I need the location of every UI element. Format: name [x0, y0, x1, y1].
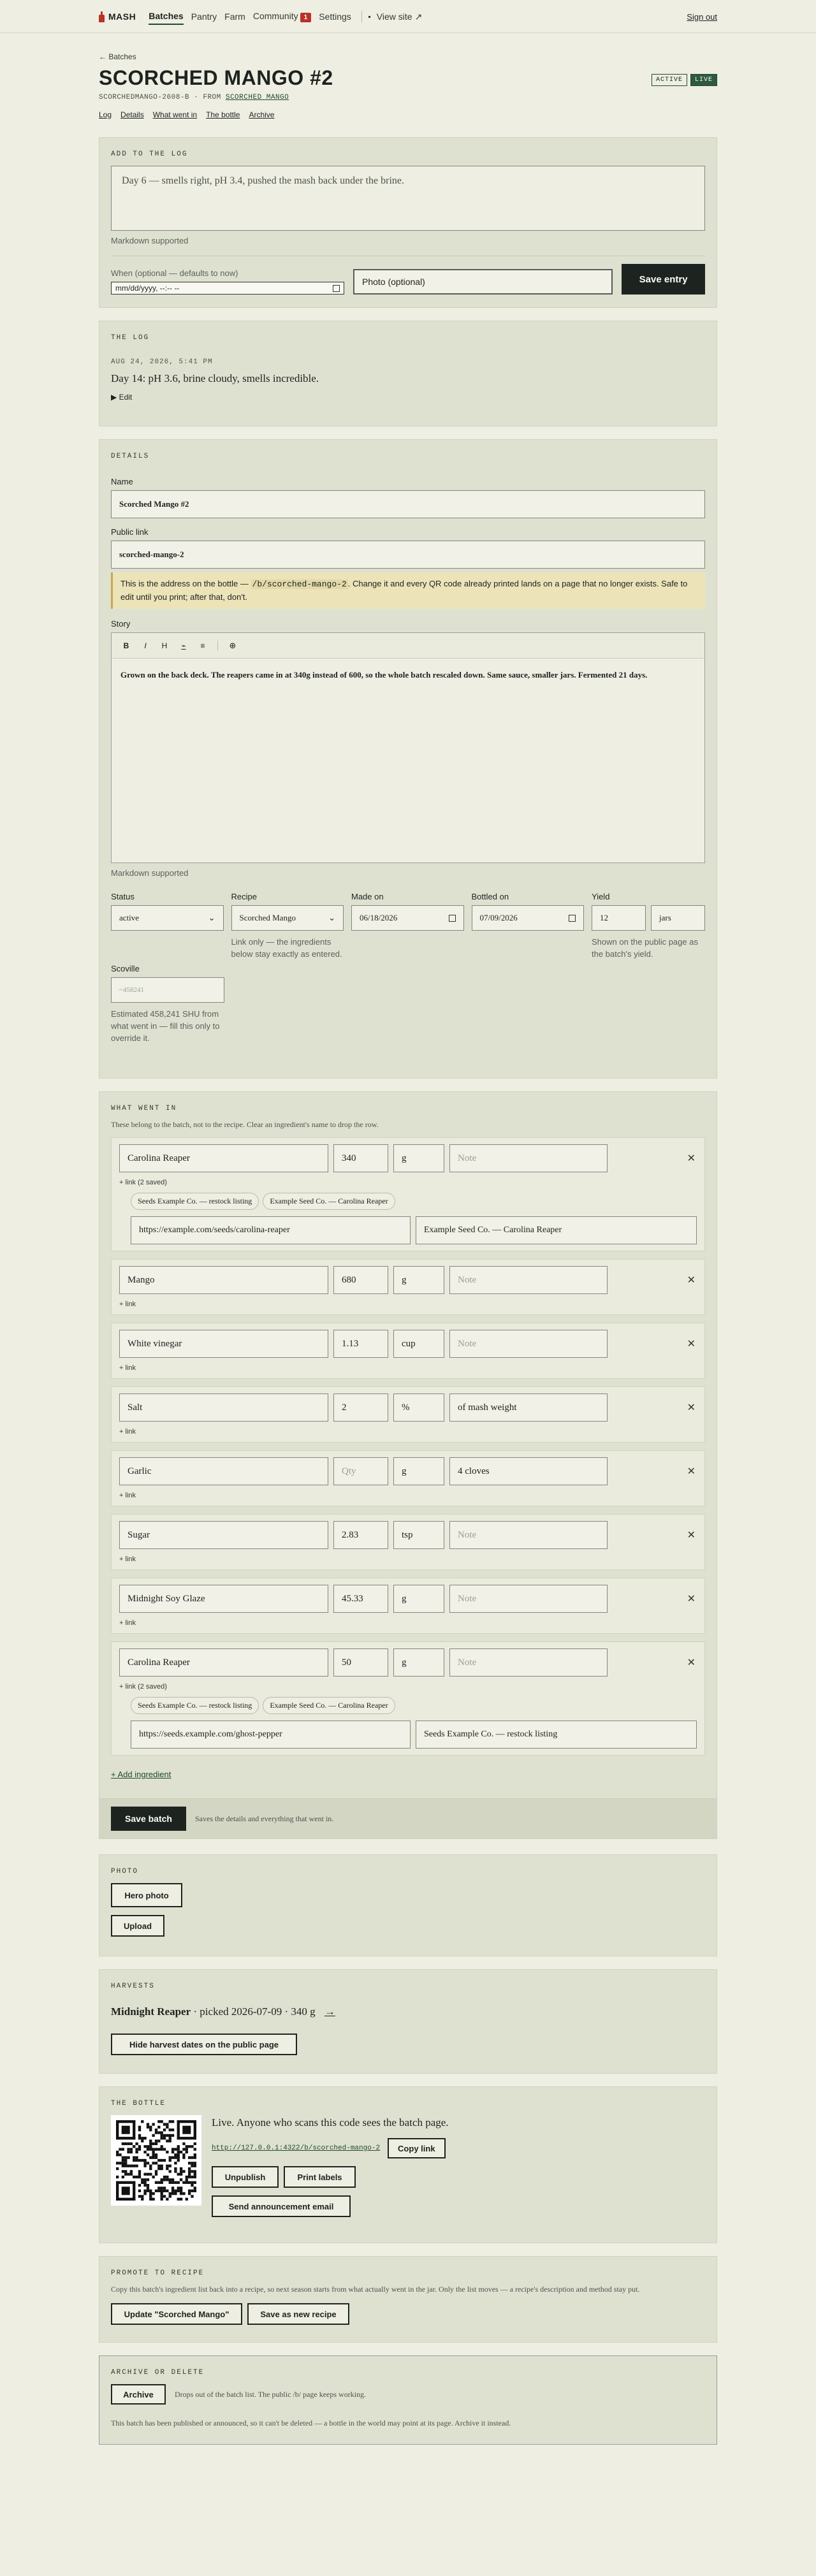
ingredient-note-input[interactable]: Note — [449, 1648, 608, 1677]
ingredient-note-input[interactable]: Note — [449, 1330, 608, 1358]
when-datetime-input[interactable] — [111, 282, 344, 295]
page-title: SCORCHED MANGO #2 — [99, 66, 333, 89]
calendar-icon[interactable] — [449, 915, 456, 922]
nav-community-label: Community — [252, 11, 298, 21]
back-to-batches-link[interactable]: ← Batches — [99, 52, 136, 61]
ingredient-row — [111, 1450, 705, 1506]
story-textarea[interactable]: Grown on the back deck. The reapers came in at 340g instead of 600, so the whole batch rescaled down. Same sauce, smaller jars. Fermented 21 days. — [112, 659, 704, 862]
status-badge-active: ACTIVE — [652, 74, 687, 86]
add-log-card — [99, 137, 717, 308]
log-entry-timestamp: AUG 24, 2026, 5:41 PM — [111, 358, 213, 366]
sign-out-link[interactable]: Sign out — [687, 11, 717, 22]
ingredient-unit-input[interactable]: % — [393, 1394, 444, 1422]
story-editor — [111, 632, 705, 863]
story-markdown-hint: Markdown supported — [111, 868, 189, 878]
public-link-label: Public link — [111, 527, 149, 537]
ingredient-unit-input[interactable]: g — [393, 1585, 444, 1613]
saved-link-chip[interactable]: Example Seed Co. — Carolina Reaper — [263, 1193, 395, 1210]
archive-card — [99, 2355, 717, 2445]
ingredient-note-input[interactable]: Note — [449, 1585, 608, 1613]
ingredient-link-label-input[interactable]: Example Seed Co. — Carolina Reaper — [416, 1216, 697, 1244]
ingredient-link-toggle[interactable]: + link — [119, 1619, 136, 1627]
archive-button[interactable]: Archive — [111, 2384, 166, 2405]
promote-heading: PROMOTE TO RECIPE — [111, 2269, 205, 2277]
ingredients-heading: WHAT WENT IN — [111, 1105, 177, 1112]
batch-code-line — [99, 94, 717, 101]
ingredient-name-input[interactable]: Sugar — [119, 1521, 328, 1549]
ingredient-unit-input[interactable]: g — [393, 1648, 444, 1677]
ingredient-row — [111, 1514, 705, 1570]
bottled-on-label: Bottled on — [471, 892, 509, 901]
ingredient-link-toggle[interactable]: + link — [119, 1300, 136, 1308]
recipe-hint: Link only — the ingredients below stay exactly as entered. — [231, 937, 342, 959]
ingredient-link-url-input[interactable]: https://seeds.example.com/ghost-pepper — [131, 1721, 411, 1749]
brand[interactable] — [99, 11, 136, 22]
public-link-input[interactable]: scorched-mango-2 — [111, 541, 705, 569]
details-heading: DETAILS — [111, 453, 150, 460]
log-heading: THE LOG — [111, 334, 150, 342]
name-label: Name — [111, 477, 133, 486]
ingredients-card — [99, 1091, 717, 1839]
bottle-status-text: Live. Anyone who scans this code sees the batch page. — [212, 2116, 449, 2128]
ingredient-row — [111, 1386, 705, 1443]
ingredient-qty-input[interactable]: Qty — [333, 1457, 388, 1485]
recipe-value: Scorched Mango — [239, 913, 296, 922]
ingredient-row — [111, 1259, 705, 1315]
ingredient-unit-input[interactable]: g — [393, 1266, 444, 1294]
ingredient-name-input[interactable]: White vinegar — [119, 1330, 328, 1358]
save-batch-hint: Saves the details and everything that went in. — [195, 1814, 334, 1823]
ingredient-note-input[interactable]: Note — [449, 1144, 608, 1172]
when-placeholder: mm/dd/yyyy, --:-- -- — [115, 284, 180, 293]
nav-community[interactable] — [253, 8, 311, 25]
bullet-icon — [368, 16, 370, 18]
ingredient-row — [111, 1323, 705, 1379]
harvests-card — [99, 1969, 717, 2074]
log-entry-textarea[interactable]: Day 6 — smells right, pH 3.4, pushed the mash back under the brine. — [111, 166, 705, 231]
saved-links — [119, 1697, 697, 1714]
made-on-value: 06/18/2026 — [360, 913, 398, 922]
nav-pantry[interactable]: Pantry — [191, 11, 217, 22]
recipe-label: Recipe — [231, 892, 257, 901]
made-on-input[interactable] — [351, 905, 464, 931]
details-card — [99, 439, 717, 1079]
italic-button[interactable]: I — [144, 641, 147, 650]
view-site-link[interactable]: View site ↗ — [376, 11, 423, 22]
brand-name: MASH — [108, 11, 136, 22]
remove-ingredient-icon[interactable]: ✕ — [687, 1466, 696, 1477]
ingredient-qty-input[interactable]: 680 — [333, 1266, 388, 1294]
ingredient-note-input[interactable]: Note — [449, 1521, 608, 1549]
ingredient-qty-input[interactable]: 2 — [333, 1394, 388, 1422]
remove-ingredient-icon[interactable]: ✕ — [687, 1275, 696, 1286]
bottled-on-value: 07/09/2026 — [479, 913, 518, 922]
ingredient-row — [111, 1137, 705, 1251]
save-entry-button[interactable]: Save entry — [622, 264, 705, 295]
public-link-warning — [111, 572, 705, 609]
scoville-label: Scoville — [111, 964, 140, 973]
name-input[interactable]: Scorched Mango #2 — [111, 490, 705, 518]
story-toolbar — [112, 633, 704, 659]
print-labels-button[interactable]: Print labels — [284, 2166, 356, 2188]
unpublish-button[interactable]: Unpublish — [212, 2166, 279, 2188]
saved-link-chip[interactable]: Seeds Example Co. — restock listing — [131, 1193, 259, 1210]
ingredients-hint: These belong to the batch, not to the recipe. Clear an ingredient's name to drop the row. — [111, 1120, 379, 1129]
ingredient-unit-input[interactable]: cup — [393, 1330, 444, 1358]
nav-batches[interactable]: Batches — [149, 8, 183, 25]
ingredient-name-input[interactable]: Mango — [119, 1266, 328, 1294]
ingredient-list — [111, 1137, 705, 1756]
nav-farm[interactable]: Farm — [224, 11, 245, 22]
log-entry-text: Day 14: pH 3.6, brine cloudy, smells incredible. — [111, 372, 319, 384]
calendar-icon[interactable] — [569, 915, 576, 922]
anchor-what-went-in[interactable]: What went in — [152, 110, 198, 119]
remove-ingredient-icon[interactable]: ✕ — [687, 1339, 696, 1350]
archive-heading: ARCHIVE OR DELETE — [111, 2369, 205, 2376]
story-label: Story — [111, 619, 131, 629]
anchor-archive[interactable]: Archive — [249, 110, 275, 119]
remove-ingredient-icon[interactable]: ✕ — [687, 1657, 696, 1668]
warning-path: /b/scorched-mango-2 — [252, 579, 347, 589]
bottled-on-input[interactable] — [472, 905, 585, 931]
insert-image-button[interactable]: ⊕ — [229, 640, 237, 650]
toolbar-divider — [217, 641, 218, 651]
archive-note: This batch has been published or announced, so it can't be deleted — a bottle in the world may point at its page. Archive it instead. — [111, 2419, 511, 2427]
ingredient-qty-input[interactable]: 340 — [333, 1144, 388, 1172]
made-on-label: Made on — [351, 892, 384, 901]
ingredient-name-input[interactable]: Salt — [119, 1394, 328, 1422]
save-as-new-recipe-button[interactable]: Save as new recipe — [247, 2303, 349, 2325]
ingredient-link-toggle[interactable]: + link — [119, 1364, 136, 1372]
remove-ingredient-icon[interactable]: ✕ — [687, 1153, 696, 1164]
link-button[interactable]: ⌁ — [181, 641, 186, 650]
bottle-heading: THE BOTTLE — [111, 2100, 166, 2107]
warning-post: . Change it and every QR code already printed lands on a page that no longer exists. Safe to edit until you print; after that, don't. — [120, 579, 688, 602]
harvest-arrow-link[interactable]: → — [324, 2005, 335, 2018]
update-recipe-button[interactable]: Update "Scorched Mango" — [111, 2303, 242, 2325]
ingredient-link-toggle[interactable]: + link — [119, 1492, 136, 1499]
chevron-down-icon: ⌄ — [208, 913, 215, 922]
copy-link-button[interactable]: Copy link — [388, 2138, 446, 2158]
ingredient-note-input[interactable]: of mash weight — [449, 1394, 608, 1422]
upload-button[interactable]: Upload — [111, 1915, 164, 1937]
status-value: active — [119, 913, 140, 922]
remove-ingredient-icon[interactable]: ✕ — [687, 1402, 696, 1413]
scoville-input[interactable]: ~458241 — [111, 977, 224, 1003]
hero-photo-button[interactable]: Hero photo — [111, 1883, 182, 1907]
ingredient-unit-input[interactable]: g — [393, 1457, 444, 1485]
yield-label: Yield — [592, 892, 610, 901]
harvests-heading: HARVESTS — [111, 1983, 155, 1990]
ingredient-row — [111, 1641, 705, 1756]
ingredient-link-url-input[interactable]: https://example.com/seeds/carolina-reaper — [131, 1216, 411, 1244]
add-ingredient-link[interactable]: + Add ingredient — [111, 1770, 171, 1779]
bold-button[interactable]: B — [123, 641, 129, 650]
anchor-log[interactable]: Log — [99, 110, 112, 119]
yield-hint: Shown on the public page as the batch's yield. — [592, 937, 698, 959]
list-button[interactable]: ≡ — [200, 641, 205, 650]
section-anchors — [99, 110, 717, 119]
calendar-icon[interactable] — [333, 285, 340, 292]
nav-divider — [361, 11, 362, 22]
nav-settings[interactable]: Settings — [319, 11, 351, 22]
archive-hint: Drops out of the batch list. The public /b/ page keeps working. — [175, 2389, 367, 2399]
community-count-badge: 1 — [300, 13, 312, 22]
ingredient-name-input[interactable]: Garlic — [119, 1457, 328, 1485]
save-batch-bar — [99, 1798, 717, 1838]
ingredient-name-input[interactable]: Carolina Reaper — [119, 1144, 328, 1172]
log-entry-edit-toggle[interactable]: ▶ Edit — [111, 393, 133, 402]
hide-harvest-dates-button[interactable]: Hide harvest dates on the public page — [111, 2034, 297, 2055]
photo-optional-input[interactable]: Photo (optional) — [353, 269, 613, 295]
send-announcement-button[interactable]: Send announcement email — [212, 2195, 351, 2217]
photo-heading: PHOTO — [111, 1868, 139, 1875]
log-card — [99, 321, 717, 426]
ingredient-qty-input[interactable]: 1.13 — [333, 1330, 388, 1358]
harvest-entry — [111, 2005, 705, 2018]
qr-code-icon — [116, 2120, 196, 2201]
ingredient-note-input[interactable]: Note — [449, 1266, 608, 1294]
ingredient-row — [111, 1578, 705, 1634]
ingredient-link-toggle[interactable]: + link — [119, 1555, 136, 1563]
log-markdown-hint: Markdown supported — [111, 236, 189, 245]
remove-ingredient-icon[interactable]: ✕ — [687, 1530, 696, 1541]
yield-unit-input[interactable]: jars — [651, 905, 705, 931]
ingredient-unit-input[interactable]: tsp — [393, 1521, 444, 1549]
bottle-url[interactable]: http://127.0.0.1:4322/b/scorched-mango-2 — [212, 2144, 381, 2152]
ingredient-link-toggle[interactable]: + link (2 saved) — [119, 1179, 167, 1186]
photo-card — [99, 1854, 717, 1956]
harvest-detail: · picked 2026-07-09 · 340 g — [193, 2005, 316, 2018]
yield-quantity-input[interactable]: 12 — [592, 905, 646, 931]
harvest-plant: Midnight Reaper — [111, 2005, 191, 2018]
add-log-heading: ADD TO THE LOG — [111, 150, 188, 158]
anchor-the-bottle[interactable]: The bottle — [206, 110, 240, 119]
ingredient-link-toggle[interactable]: + link (2 saved) — [119, 1683, 167, 1691]
promote-text: Copy this batch's ingredient list back into a recipe, so next season starts from what actually went in the jar. Only the list moves — a recipe's description and method stay put. — [111, 2285, 640, 2294]
when-label: When (optional — defaults to now) — [111, 268, 238, 278]
from-label: · FROM — [194, 94, 221, 101]
status-select[interactable] — [111, 905, 224, 931]
qr-code — [111, 2115, 201, 2206]
ingredient-link-label-input[interactable]: Seeds Example Co. — restock listing — [416, 1721, 697, 1749]
warning-pre: This is the address on the bottle — — [120, 579, 249, 588]
ingredient-name-input[interactable]: Midnight Soy Glaze — [119, 1585, 328, 1613]
status-label: Status — [111, 892, 135, 901]
bottle-logo-icon — [99, 11, 105, 22]
ingredient-qty-input[interactable]: 45.33 — [333, 1585, 388, 1613]
ingredient-unit-input[interactable]: g — [393, 1144, 444, 1172]
chevron-down-icon: ⌄ — [328, 913, 335, 922]
ingredient-qty-input[interactable]: 50 — [333, 1648, 388, 1677]
saved-link-chip[interactable]: Example Seed Co. — Carolina Reaper — [263, 1697, 395, 1714]
ingredient-name-input[interactable]: Carolina Reaper — [119, 1648, 328, 1677]
batch-code: SCORCHEDMANGO-2608-B — [99, 94, 190, 101]
remove-ingredient-icon[interactable]: ✕ — [687, 1594, 696, 1605]
promote-card — [99, 2256, 717, 2343]
top-nav — [0, 0, 816, 33]
save-batch-button[interactable]: Save batch — [111, 1807, 186, 1831]
saved-links — [119, 1193, 697, 1210]
ingredient-note-input[interactable]: 4 cloves — [449, 1457, 608, 1485]
bottle-card — [99, 2086, 717, 2243]
scoville-hint: Estimated 458,241 SHU from what went in — fill this only to override it. — [111, 1009, 220, 1043]
ingredient-link-toggle[interactable]: + link — [119, 1428, 136, 1436]
status-badge-live: LIVE — [690, 74, 717, 86]
heading-button[interactable]: H — [161, 641, 168, 650]
ingredient-qty-input[interactable]: 2.83 — [333, 1521, 388, 1549]
recipe-select[interactable] — [231, 905, 344, 931]
recipe-link[interactable]: SCORCHED MANGO — [225, 94, 289, 101]
saved-link-chip[interactable]: Seeds Example Co. — restock listing — [131, 1697, 259, 1714]
anchor-details[interactable]: Details — [120, 110, 144, 119]
